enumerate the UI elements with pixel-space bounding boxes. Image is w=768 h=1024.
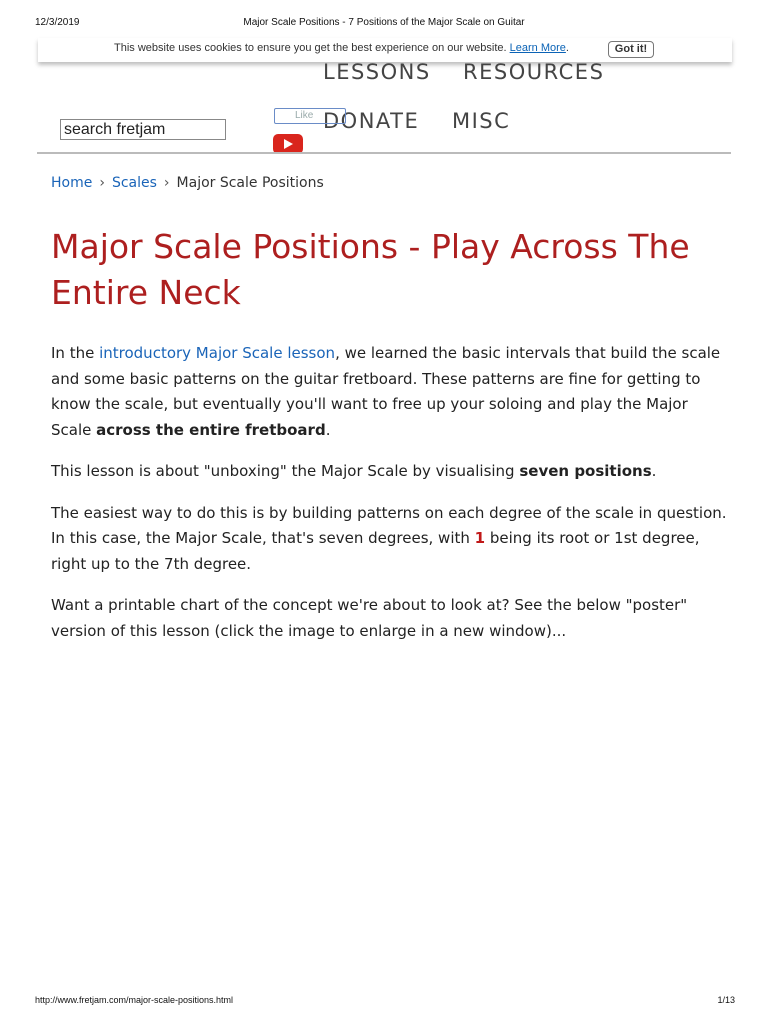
chevron-right-icon: › [99, 175, 105, 191]
paragraph-intro [51, 341, 727, 443]
cookie-message [114, 42, 569, 54]
text: , we learned the basic intervals that build the scale and some basic patterns on the guitar fretboard. These patterns are fine for getting to know the scale, but eventually you'll want to free up your soloing and play the Major Scale [51, 344, 721, 439]
text: . [651, 462, 657, 480]
text: . [325, 420, 331, 439]
page-title: Major Scale Positions - Play Across The Entire Neck [51, 227, 690, 312]
cookie-text: This website uses cookies to ensure you get the best experience on our website. [114, 42, 507, 54]
paragraph-unboxing [51, 459, 727, 485]
text: The easiest way to do this is by building patterns on each degree of the scale in question. In this case, the Major Scale, that's seven degrees, with [51, 503, 727, 547]
bold-text: seven positions [519, 462, 652, 480]
print-date: 12/3/2019 [35, 17, 80, 28]
bold-text: across the entire fretboard [96, 420, 326, 439]
search-input[interactable]: search fretjam [60, 119, 226, 140]
breadcrumb [51, 175, 324, 191]
print-page-number: 1/13 [717, 995, 735, 1005]
nav-resources[interactable]: RESOURCES [463, 60, 605, 84]
breadcrumb-current: Major Scale Positions [176, 175, 324, 191]
paragraph-degrees [51, 501, 727, 578]
youtube-play-icon[interactable] [273, 134, 303, 154]
breadcrumb-home[interactable]: Home [51, 175, 93, 191]
print-url: http://www.fretjam.com/major-scale-positions.html [35, 995, 234, 1005]
chevron-right-icon: › [163, 175, 170, 191]
intro-major-scale-link[interactable]: introductory Major Scale lesson [99, 344, 336, 362]
text: This lesson is about "unboxing" the Major Scale by visualising [51, 462, 520, 480]
header-divider [37, 152, 731, 154]
nav-lessons[interactable]: LESSONS [323, 60, 431, 84]
print-page-title: Major Scale Positions - 7 Positions of the Major Scale on Guitar [243, 17, 525, 28]
cookie-banner [38, 38, 732, 62]
breadcrumb-scales[interactable]: Scales [111, 175, 157, 191]
root-degree-number: 1 [474, 529, 486, 547]
got-it-button[interactable]: Got it! [608, 41, 654, 58]
article-body [51, 341, 727, 660]
facebook-like-button[interactable]: Like [274, 108, 346, 124]
nav-donate[interactable]: DONATE [323, 109, 420, 133]
paragraph-poster: Want a printable chart of the concept we're about to look at? See the below "poster" version of this lesson (click the image to enlarge in a new window)... [51, 596, 688, 640]
learn-more-link[interactable]: Learn More [509, 42, 566, 54]
text: being its root or 1st degree, right up to the 7th degree. [51, 529, 700, 573]
nav-misc[interactable]: MISC [452, 109, 511, 133]
cookie-period: . [565, 42, 569, 54]
text: In the [51, 344, 100, 362]
